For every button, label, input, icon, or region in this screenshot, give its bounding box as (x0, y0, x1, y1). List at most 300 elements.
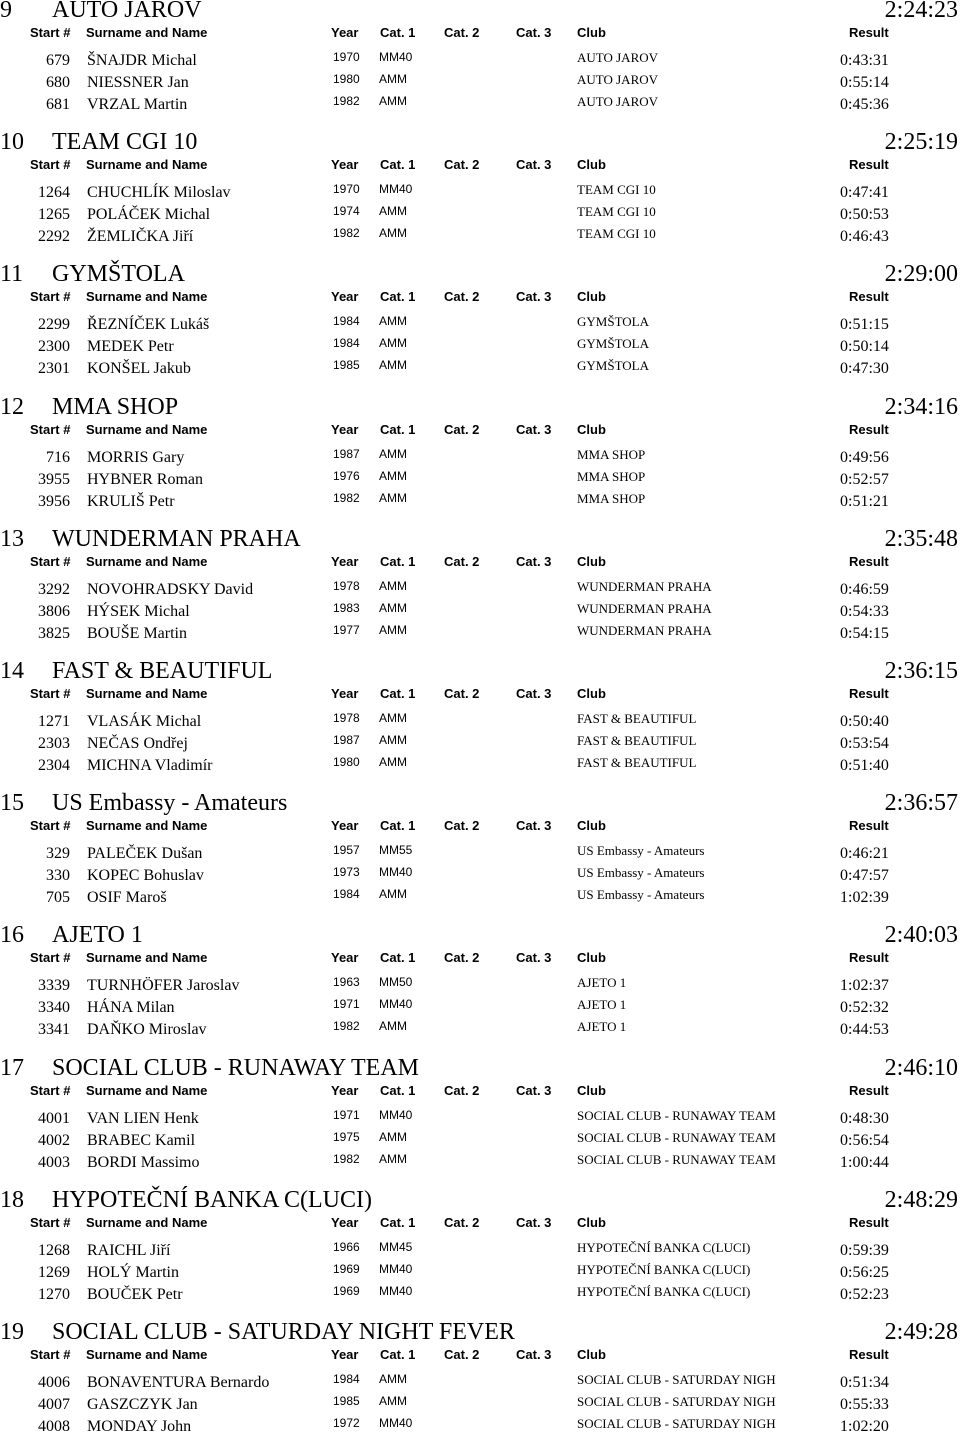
team-block (0, 395, 960, 527)
birth-year: 1966 (333, 1240, 360, 1254)
runner-name: MORRIS Gary (87, 449, 185, 466)
club-name: WUNDERMAN PRAHA (577, 601, 712, 616)
header-name: Surname and Name (86, 25, 208, 40)
result-time: 0:55:14 (840, 74, 889, 91)
team-block (0, 262, 960, 394)
team-total-time: 2:48:29 (884, 1187, 958, 1213)
start-number: 3806 (38, 603, 70, 620)
team-total-time: 2:36:15 (884, 658, 958, 684)
column-header (0, 950, 960, 966)
column-header (0, 1215, 960, 1231)
result-time: 0:59:39 (840, 1242, 889, 1259)
club-name: GYMŠTOLA (577, 336, 649, 351)
team-total-time: 2:29:00 (884, 261, 958, 287)
category: MM40 (379, 997, 413, 1011)
header-start: Start # (30, 1083, 71, 1098)
result-time: 1:02:37 (840, 977, 889, 994)
result-time: 0:52:57 (840, 471, 889, 488)
team-total-time: 2:34:16 (884, 394, 958, 420)
team-title (0, 1056, 960, 1080)
start-number: 3825 (38, 625, 70, 642)
category: AMM (379, 887, 407, 901)
start-number: 1265 (38, 206, 70, 223)
result-time: 0:51:34 (840, 1374, 889, 1391)
runner-name: BONAVENTURA Bernardo (87, 1374, 270, 1391)
start-number: 3955 (38, 471, 70, 488)
birth-year: 1984 (333, 336, 360, 350)
birth-year: 1963 (333, 975, 360, 989)
header-year: Year (331, 157, 359, 172)
table-row (0, 1017, 960, 1039)
club-name: WUNDERMAN PRAHA (577, 623, 712, 638)
team-total-time: 2:36:57 (884, 790, 958, 816)
start-number: 330 (46, 867, 70, 884)
table-row (0, 1414, 960, 1436)
header-club: Club (577, 554, 606, 569)
header-cat1: Cat. 1 (380, 1215, 416, 1230)
header-cat3: Cat. 3 (516, 1347, 552, 1362)
result-time: 0:54:15 (840, 625, 889, 642)
table-row (0, 1370, 960, 1392)
team-title (0, 395, 960, 419)
header-cat3: Cat. 3 (516, 1083, 552, 1098)
header-result: Result (849, 554, 889, 569)
category: AMM (379, 601, 407, 615)
team-block (0, 1320, 960, 1452)
category: MM40 (379, 182, 413, 196)
club-name: SOCIAL CLUB - SATURDAY NIGH (577, 1372, 776, 1387)
runner-name: VAN LIEN Henk (87, 1110, 199, 1127)
birth-year: 1985 (333, 358, 360, 372)
birth-year: 1984 (333, 887, 360, 901)
header-name: Surname and Name (86, 1083, 208, 1098)
runner-name: MEDEK Petr (87, 338, 174, 355)
start-number: 3292 (38, 581, 70, 598)
header-name: Surname and Name (86, 686, 208, 701)
team-rank: 18 (0, 1187, 24, 1213)
team-block (0, 1056, 960, 1188)
table-row (0, 489, 960, 511)
team-block (0, 130, 960, 262)
table-row (0, 599, 960, 621)
start-number: 4001 (38, 1110, 70, 1127)
club-name: WUNDERMAN PRAHA (577, 579, 712, 594)
table-row (0, 445, 960, 467)
runner-name: KRULIŠ Petr (87, 493, 175, 510)
birth-year: 1982 (333, 491, 360, 505)
team-rank: 15 (0, 790, 24, 816)
header-cat3: Cat. 3 (516, 25, 552, 40)
header-name: Surname and Name (86, 1215, 208, 1230)
header-result: Result (849, 157, 889, 172)
birth-year: 1976 (333, 469, 360, 483)
table-row (0, 1260, 960, 1282)
team-block (0, 0, 960, 130)
team-rank: 10 (0, 129, 24, 155)
start-number: 680 (46, 74, 70, 91)
start-number: 681 (46, 96, 70, 113)
header-cat1: Cat. 1 (380, 422, 416, 437)
result-time: 0:50:40 (840, 713, 889, 730)
category: MM40 (379, 1262, 413, 1276)
start-number: 329 (46, 845, 70, 862)
club-name: HYPOTEČNÍ BANKA C(LUCI) (577, 1240, 751, 1255)
club-name: AJETO 1 (577, 975, 627, 990)
result-time: 1:02:20 (840, 1418, 889, 1435)
runner-name: DAŇKO Miroslav (87, 1021, 207, 1038)
team-rank: 9 (0, 0, 12, 23)
result-time: 0:55:33 (840, 1396, 889, 1413)
table-row (0, 995, 960, 1017)
category: MM40 (379, 865, 413, 879)
start-number: 2300 (38, 338, 70, 355)
category: AMM (379, 447, 407, 461)
header-cat2: Cat. 2 (444, 950, 480, 965)
header-result: Result (849, 950, 889, 965)
birth-year: 1957 (333, 843, 360, 857)
start-number: 2301 (38, 360, 70, 377)
team-total-time: 2:35:48 (884, 526, 958, 552)
birth-year: 1982 (333, 94, 360, 108)
table-row (0, 885, 960, 907)
team-total-time: 2:25:19 (884, 129, 958, 155)
club-name: GYMŠTOLA (577, 358, 649, 373)
header-start: Start # (30, 25, 71, 40)
category: AMM (379, 491, 407, 505)
team-title (0, 1188, 960, 1212)
birth-year: 1975 (333, 1130, 360, 1144)
team-name: FAST & BEAUTIFUL (52, 658, 273, 684)
header-cat3: Cat. 3 (516, 950, 552, 965)
result-time: 0:44:53 (840, 1021, 889, 1038)
team-total-time: 2:49:28 (884, 1319, 958, 1345)
category: AMM (379, 733, 407, 747)
club-name: GYMŠTOLA (577, 314, 649, 329)
category: AMM (379, 1152, 407, 1166)
header-year: Year (331, 950, 359, 965)
result-time: 0:52:32 (840, 999, 889, 1016)
category: AMM (379, 358, 407, 372)
header-cat3: Cat. 3 (516, 422, 552, 437)
result-time: 0:48:30 (840, 1110, 889, 1127)
birth-year: 1984 (333, 1372, 360, 1386)
result-time: 0:50:14 (840, 338, 889, 355)
header-result: Result (849, 289, 889, 304)
runner-name: NEČAS Ondřej (87, 735, 188, 752)
category: MM40 (379, 50, 413, 64)
header-cat1: Cat. 1 (380, 554, 416, 569)
runner-name: BRABEC Kamil (87, 1132, 196, 1149)
runner-name: PALEČEK Dušan (87, 845, 203, 862)
header-cat2: Cat. 2 (444, 554, 480, 569)
team-total-time: 2:24:23 (884, 0, 958, 23)
start-number: 3339 (38, 977, 70, 994)
column-header (0, 157, 960, 173)
table-row (0, 1150, 960, 1172)
runner-name: TURNHÖFER Jaroslav (87, 977, 240, 994)
runner-name: CHUCHLÍK Miloslav (87, 184, 231, 201)
header-club: Club (577, 289, 606, 304)
result-time: 0:52:23 (840, 1286, 889, 1303)
category: MM40 (379, 1108, 413, 1122)
table-row (0, 1238, 960, 1260)
column-header (0, 1083, 960, 1099)
birth-year: 1984 (333, 314, 360, 328)
club-name: FAST & BEAUTIFUL (577, 755, 697, 770)
birth-year: 1969 (333, 1284, 360, 1298)
result-time: 0:43:31 (840, 52, 889, 69)
team-total-time: 2:40:03 (884, 922, 958, 948)
category: MM40 (379, 1284, 413, 1298)
column-header (0, 554, 960, 570)
result-time: 0:47:41 (840, 184, 889, 201)
table-row (0, 1392, 960, 1414)
birth-year: 1978 (333, 579, 360, 593)
team-block (0, 1188, 960, 1320)
header-year: Year (331, 422, 359, 437)
header-start: Start # (30, 950, 71, 965)
header-result: Result (849, 1083, 889, 1098)
runner-name: OSIF Maroš (87, 889, 167, 906)
runner-name: GASZCZYK Jan (87, 1396, 198, 1413)
header-cat2: Cat. 2 (444, 422, 480, 437)
team-name: HYPOTEČNÍ BANKA C(LUCI) (52, 1187, 372, 1213)
club-name: TEAM CGI 10 (577, 182, 656, 197)
result-time: 0:56:54 (840, 1132, 889, 1149)
header-cat2: Cat. 2 (444, 1083, 480, 1098)
runner-name: BOUČEK Petr (87, 1286, 183, 1303)
table-row (0, 973, 960, 995)
table-row (0, 1282, 960, 1304)
category: AMM (379, 1372, 407, 1386)
club-name: US Embassy - Amateurs (577, 843, 705, 858)
team-block (0, 923, 960, 1055)
start-number: 3341 (38, 1021, 70, 1038)
table-row (0, 312, 960, 334)
club-name: SOCIAL CLUB - RUNAWAY TEAM (577, 1152, 776, 1167)
team-name: TEAM CGI 10 (52, 129, 198, 155)
club-name: MMA SHOP (577, 491, 646, 506)
header-start: Start # (30, 686, 71, 701)
start-number: 3956 (38, 493, 70, 510)
result-time: 1:00:44 (840, 1154, 889, 1171)
header-club: Club (577, 1347, 606, 1362)
table-row (0, 92, 960, 114)
runner-name: ŘEZNÍČEK Lukáš (87, 316, 210, 333)
team-name: GYMŠTOLA (52, 261, 185, 287)
result-time: 0:50:53 (840, 206, 889, 223)
start-number: 2303 (38, 735, 70, 752)
header-start: Start # (30, 289, 71, 304)
category: AMM (379, 623, 407, 637)
team-rank: 13 (0, 526, 24, 552)
club-name: SOCIAL CLUB - RUNAWAY TEAM (577, 1130, 776, 1145)
header-cat3: Cat. 3 (516, 289, 552, 304)
birth-year: 1970 (333, 182, 360, 196)
runner-name: RAICHL Jiří (87, 1242, 171, 1259)
header-name: Surname and Name (86, 950, 208, 965)
runner-name: ŠNAJDR Michal (87, 52, 197, 69)
runner-name: ŽEMLIČKA Jiří (87, 228, 194, 245)
result-time: 1:02:39 (840, 889, 889, 906)
header-start: Start # (30, 422, 71, 437)
runner-name: HYBNER Roman (87, 471, 203, 488)
header-club: Club (577, 1215, 606, 1230)
runner-name: HÁNA Milan (87, 999, 175, 1016)
category: AMM (379, 314, 407, 328)
table-row (0, 1106, 960, 1128)
header-name: Surname and Name (86, 818, 208, 833)
header-cat1: Cat. 1 (380, 1347, 416, 1362)
category: MM45 (379, 1240, 413, 1254)
header-cat2: Cat. 2 (444, 157, 480, 172)
birth-year: 1982 (333, 226, 360, 240)
birth-year: 1983 (333, 601, 360, 615)
category: MM50 (379, 975, 413, 989)
start-number: 2304 (38, 757, 70, 774)
team-title (0, 923, 960, 947)
start-number: 679 (46, 52, 70, 69)
category: AMM (379, 711, 407, 725)
start-number: 4008 (38, 1418, 70, 1435)
team-name: AJETO 1 (52, 922, 143, 948)
result-time: 0:51:21 (840, 493, 889, 510)
team-title (0, 1320, 960, 1344)
column-header (0, 25, 960, 41)
team-title (0, 0, 960, 22)
club-name: SOCIAL CLUB - RUNAWAY TEAM (577, 1108, 776, 1123)
header-result: Result (849, 818, 889, 833)
table-row (0, 863, 960, 885)
header-year: Year (331, 554, 359, 569)
header-cat3: Cat. 3 (516, 818, 552, 833)
header-cat2: Cat. 2 (444, 1215, 480, 1230)
result-time: 0:56:25 (840, 1264, 889, 1281)
result-time: 0:53:54 (840, 735, 889, 752)
result-time: 0:49:56 (840, 449, 889, 466)
header-name: Surname and Name (86, 422, 208, 437)
header-year: Year (331, 818, 359, 833)
result-time: 0:51:40 (840, 757, 889, 774)
runner-name: NIESSNER Jan (87, 74, 189, 91)
header-result: Result (849, 686, 889, 701)
club-name: AJETO 1 (577, 1019, 627, 1034)
category: AMM (379, 336, 407, 350)
header-start: Start # (30, 1347, 71, 1362)
team-title (0, 130, 960, 154)
header-year: Year (331, 289, 359, 304)
header-club: Club (577, 25, 606, 40)
birth-year: 1980 (333, 755, 360, 769)
runner-name: MICHNA Vladimír (87, 757, 213, 774)
birth-year: 1977 (333, 623, 360, 637)
header-start: Start # (30, 1215, 71, 1230)
table-row (0, 753, 960, 775)
header-cat3: Cat. 3 (516, 157, 552, 172)
birth-year: 1982 (333, 1019, 360, 1033)
birth-year: 1971 (333, 1108, 360, 1122)
start-number: 2299 (38, 316, 70, 333)
team-rank: 12 (0, 394, 24, 420)
table-row (0, 70, 960, 92)
category: AMM (379, 469, 407, 483)
column-header (0, 1347, 960, 1363)
column-header (0, 422, 960, 438)
header-cat2: Cat. 2 (444, 289, 480, 304)
header-result: Result (849, 1347, 889, 1362)
start-number: 4002 (38, 1132, 70, 1149)
header-cat2: Cat. 2 (444, 1347, 480, 1362)
header-club: Club (577, 818, 606, 833)
club-name: HYPOTEČNÍ BANKA C(LUCI) (577, 1262, 751, 1277)
header-cat1: Cat. 1 (380, 25, 416, 40)
club-name: MMA SHOP (577, 447, 646, 462)
header-cat2: Cat. 2 (444, 818, 480, 833)
runner-name: HOLÝ Martin (87, 1264, 179, 1281)
team-rank: 17 (0, 1055, 24, 1081)
start-number: 4007 (38, 1396, 70, 1413)
team-title (0, 527, 960, 551)
header-year: Year (331, 1215, 359, 1230)
birth-year: 1973 (333, 865, 360, 879)
runner-name: POLÁČEK Michal (87, 206, 211, 223)
birth-year: 1974 (333, 204, 360, 218)
category: AMM (379, 226, 407, 240)
team-rank: 19 (0, 1319, 24, 1345)
start-number: 1264 (38, 184, 70, 201)
team-block (0, 659, 960, 791)
start-number: 4006 (38, 1374, 70, 1391)
team-title (0, 659, 960, 683)
runner-name: MONDAY John (87, 1418, 192, 1435)
table-row (0, 731, 960, 753)
header-year: Year (331, 1347, 359, 1362)
table-row (0, 224, 960, 246)
start-number: 705 (46, 889, 70, 906)
birth-year: 1970 (333, 50, 360, 64)
header-cat3: Cat. 3 (516, 554, 552, 569)
category: AMM (379, 94, 407, 108)
table-row (0, 621, 960, 643)
start-number: 716 (46, 449, 70, 466)
category: AMM (379, 579, 407, 593)
column-header (0, 818, 960, 834)
club-name: FAST & BEAUTIFUL (577, 711, 697, 726)
category: AMM (379, 1019, 407, 1033)
club-name: AUTO JAROV (577, 72, 659, 87)
birth-year: 1980 (333, 72, 360, 86)
table-row (0, 841, 960, 863)
club-name: US Embassy - Amateurs (577, 865, 705, 880)
header-cat3: Cat. 3 (516, 1215, 552, 1230)
table-row (0, 356, 960, 378)
header-year: Year (331, 1083, 359, 1098)
header-start: Start # (30, 157, 71, 172)
runner-name: BORDI Massimo (87, 1154, 200, 1171)
birth-year: 1985 (333, 1394, 360, 1408)
team-name: SOCIAL CLUB - SATURDAY NIGHT FEVER (52, 1319, 515, 1345)
result-time: 0:51:15 (840, 316, 889, 333)
birth-year: 1969 (333, 1262, 360, 1276)
header-club: Club (577, 1083, 606, 1098)
runner-name: VLASÁK Michal (87, 713, 202, 730)
header-cat1: Cat. 1 (380, 818, 416, 833)
header-result: Result (849, 25, 889, 40)
header-cat2: Cat. 2 (444, 25, 480, 40)
header-cat1: Cat. 1 (380, 289, 416, 304)
team-name: WUNDERMAN PRAHA (52, 526, 301, 552)
team-name: AUTO JAROV (52, 0, 202, 23)
